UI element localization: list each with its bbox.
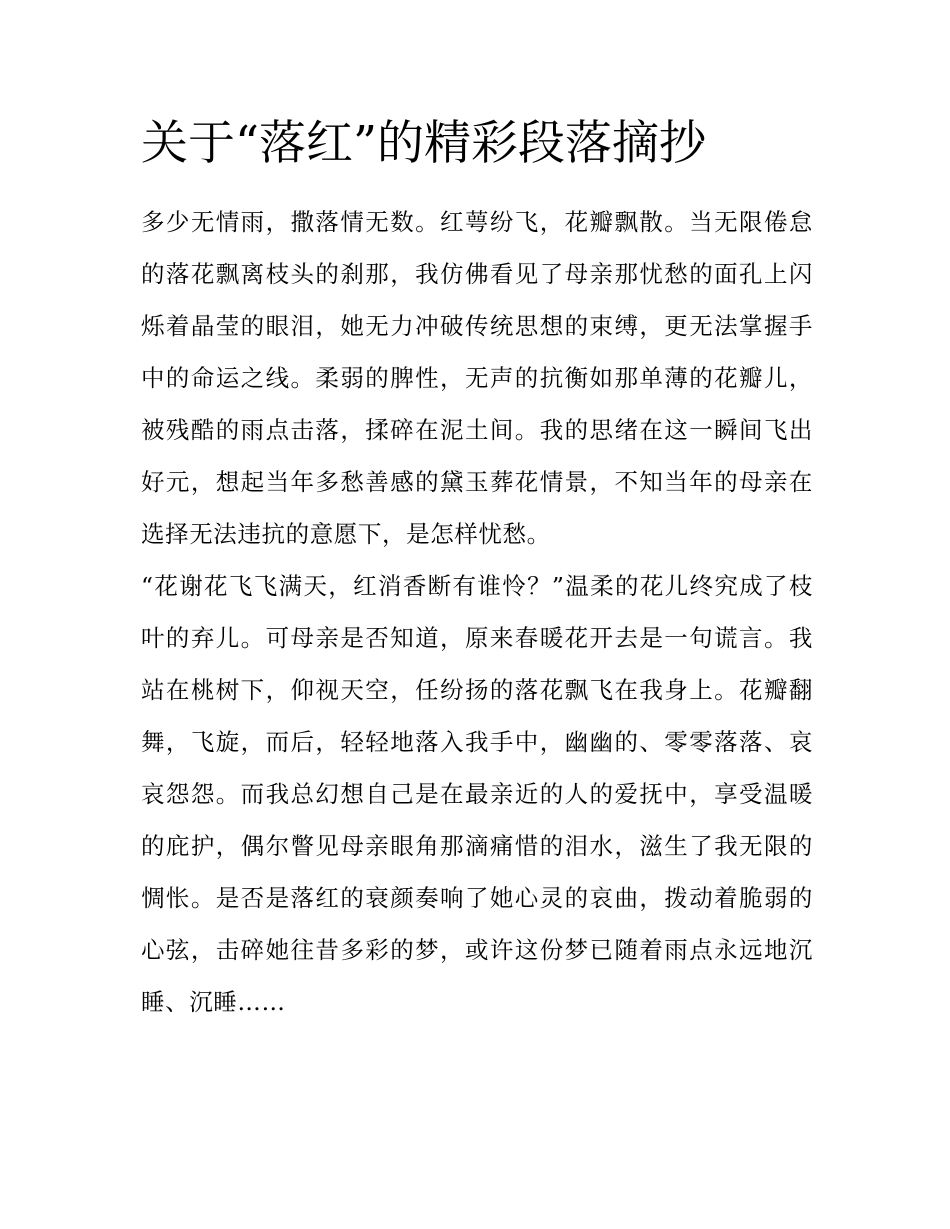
paragraph-1: 多少无情雨，撒落情无数。红萼纷飞，花瓣飘散。当无限倦怠的落花飘离枝头的刹那，我仿佛看见了母亲那忧愁的面孔上闪烁着晶莹的眼泪，她无力冲破传统思想的束缚，更无法掌握手中的命运之线。柔弱的脾性，无声的抗衡如那单薄的花瓣儿，被残酷的雨点击落，揉碎在泥土间。我的思绪在这一瞬间飞出好元，想起当年多愁善感的黛玉葬花情景，不知当年的母亲在选择无法违抗的意愿下，是怎样忧愁。 [141,208,813,548]
document-title: 关于“落红”的精彩段落摘抄 [141,116,707,171]
paragraph-2: “花谢花飞飞满天，红消香断有谁怜？”温柔的花儿终究成了枝叶的弃儿。可母亲是否知道，原来春暖花开去是一句谎言。我站在桃树下，仰视天空，任纷扬的落花飘飞在我身上。花瓣翻舞，飞旋，而后，轻轻地落入我手中，幽幽的、零零落落、哀哀怨怨。而我总幻想自己是在最亲近的人的爱抚中，享受温暖的庇护，偶尔瞥见母亲眼角那滴痛惜的泪水，滋生了我无限的惆怅。是否是落红的衰颜奏响了她心灵的哀曲，拨动着脆弱的心弦，击碎她往昔多彩的梦，或许这份梦已随着雨点永远地沉睡、沉睡…… [141,572,813,1016]
document-body [141,112,813,1028]
